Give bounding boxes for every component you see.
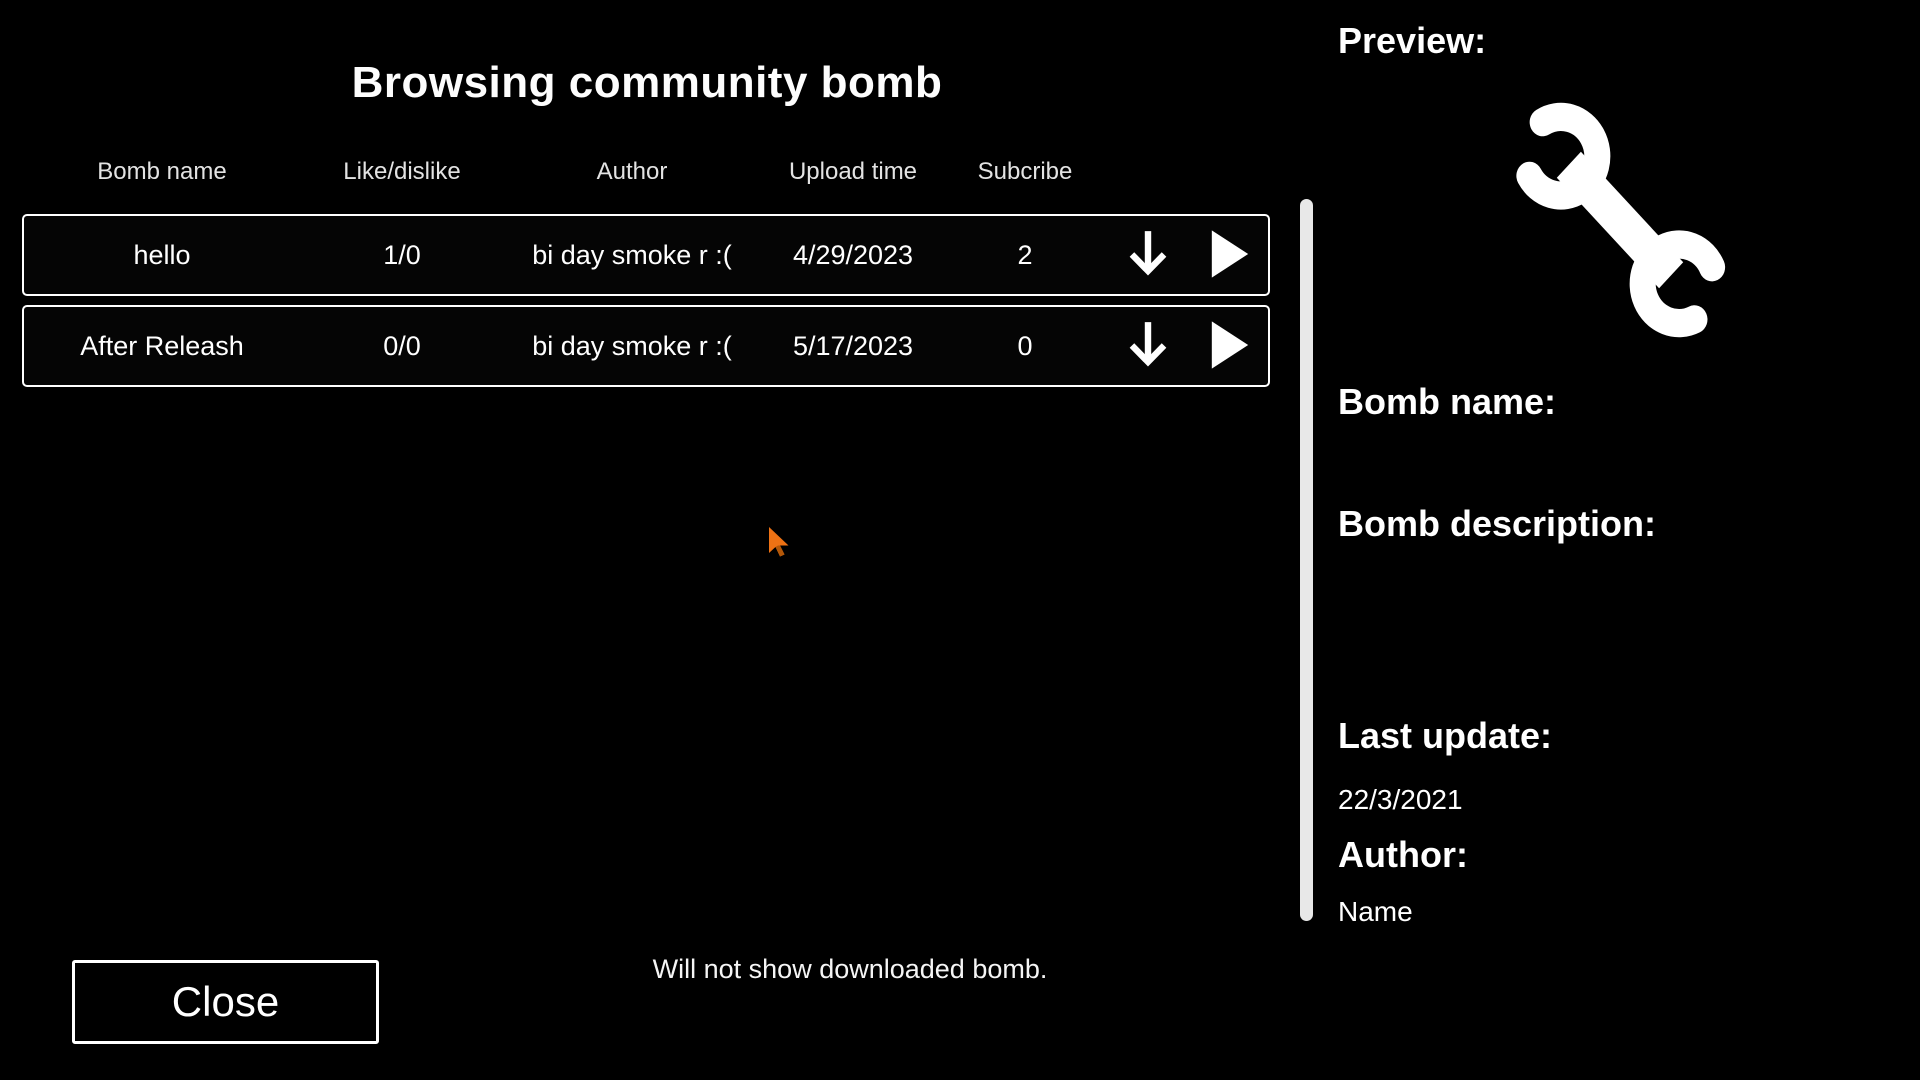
download-button[interactable]	[1120, 225, 1176, 285]
play-icon	[1210, 319, 1250, 374]
preview-label: Preview:	[1338, 20, 1487, 61]
column-header-subscribe: Subcribe	[977, 158, 1073, 185]
column-header-author: Author	[596, 158, 668, 185]
cell-like-dislike: 1/0	[383, 239, 421, 270]
close-button[interactable]: Close	[72, 960, 379, 1044]
last-update-label: Last update:	[1338, 715, 1553, 756]
play-icon	[1210, 228, 1250, 283]
cell-bomb-name: After Releash	[80, 330, 244, 361]
bomb-name-label: Bomb name:	[1338, 381, 1557, 422]
page-title: Browsing community bomb	[351, 58, 943, 107]
table-header-row	[24, 158, 1268, 186]
cursor-arrow-icon	[768, 527, 796, 563]
download-button[interactable]	[1120, 316, 1176, 376]
cell-author: bi day smoke r :(	[532, 239, 732, 270]
download-arrow-icon	[1126, 228, 1170, 283]
cell-author: bi day smoke r :(	[532, 330, 732, 361]
author-value: Name	[1338, 896, 1413, 927]
cell-subscribe: 2	[1017, 239, 1033, 270]
column-header-upload-time: Upload time	[788, 158, 918, 185]
bomb-description-label: Bomb description:	[1338, 503, 1657, 544]
play-button[interactable]	[1202, 316, 1258, 376]
cell-upload-time: 4/29/2023	[792, 239, 914, 270]
column-header-like-dislike: Like/dislike	[343, 158, 461, 185]
cell-upload-time: 5/17/2023	[792, 330, 914, 361]
author-label: Author:	[1338, 834, 1468, 875]
last-update-value: 22/3/2021	[1338, 784, 1463, 815]
footer-note: Will not show downloaded bomb.	[652, 954, 1048, 984]
table-row[interactable]	[22, 305, 1270, 387]
play-button[interactable]	[1202, 225, 1258, 285]
column-header-bomb-name: Bomb name	[97, 158, 227, 185]
cell-subscribe: 0	[1017, 330, 1033, 361]
table-row[interactable]	[22, 214, 1270, 296]
scrollbar[interactable]	[1300, 199, 1313, 921]
wrench-icon	[1495, 85, 1745, 355]
download-arrow-icon	[1126, 319, 1170, 374]
cell-bomb-name: hello	[133, 239, 191, 270]
cell-like-dislike: 0/0	[383, 330, 421, 361]
